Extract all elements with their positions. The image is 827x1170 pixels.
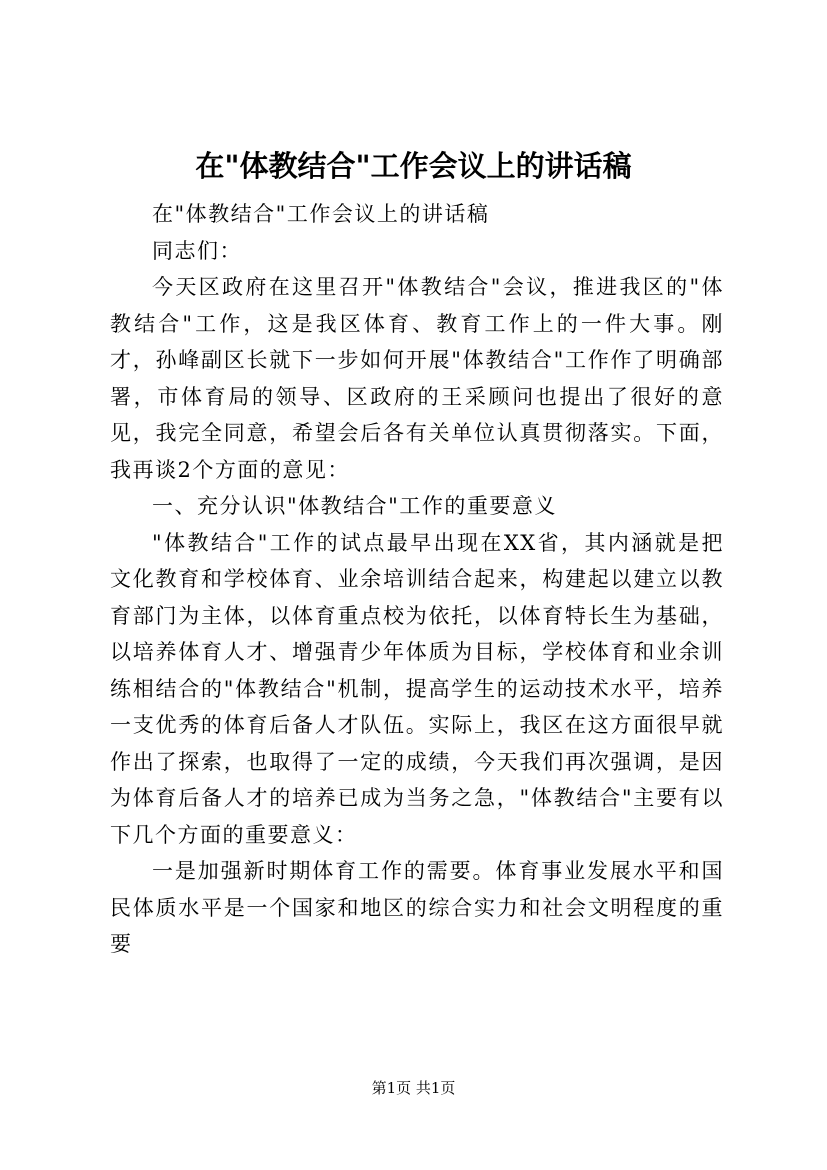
- paragraph-point-1: 一是加强新时期体育工作的需要。体育事业发展水平和国民体质水平是一个国家和地区的综合实力和社会文明程度的重要: [110, 859, 724, 956]
- paragraph-subtitle: 在"体教结合"工作会议上的讲话稿: [152, 202, 490, 226]
- paragraph-salutation: 同志们：: [152, 238, 242, 263]
- page-footer: 第1页 共1页: [371, 1079, 456, 1097]
- section-heading-1: 一、充分认识"体教结合"工作的重要意义: [152, 494, 557, 518]
- document-title: 在"体教结合"工作会议上的讲话稿: [195, 149, 632, 183]
- document-body: [110, 196, 724, 963]
- paragraph-intro: 今天区政府在这里召开"体教结合"会议，推进我区的"体教结合"工作，这是我区体育、教育工作上的一件大事。刚才，孙峰副区长就下一步如何开展"体教结合"工作作了明确部署，市体育局的领导、区政府的王采顾问也提出了很好的意见，我完全同意，希望会后各有关单位认真贯彻落实。下面，我再谈2个方面的意见：: [110, 275, 724, 482]
- paragraph-section-1: "体教结合"工作的试点最早出现在XX省，其内涵就是把文化教育和学校体育、业余培训结合起来，构建起以建立以教育部门为主体，以体育重点校为依托，以体育特长生为基础，以培养体育人才、增强青少年体质为目标，学校体育和业余训练相结合的"体教结合"机制，提高学生的运动技术水平，培养一支优秀的体育后备人才队伍。实际上，我区在这方面很早就作出了探索，也取得了一定的成绩，今天我们再次强调，是因为体育后备人才的培养已成为当务之急，"体教结合"主要有以下几个方面的重要意义：: [110, 530, 724, 847]
